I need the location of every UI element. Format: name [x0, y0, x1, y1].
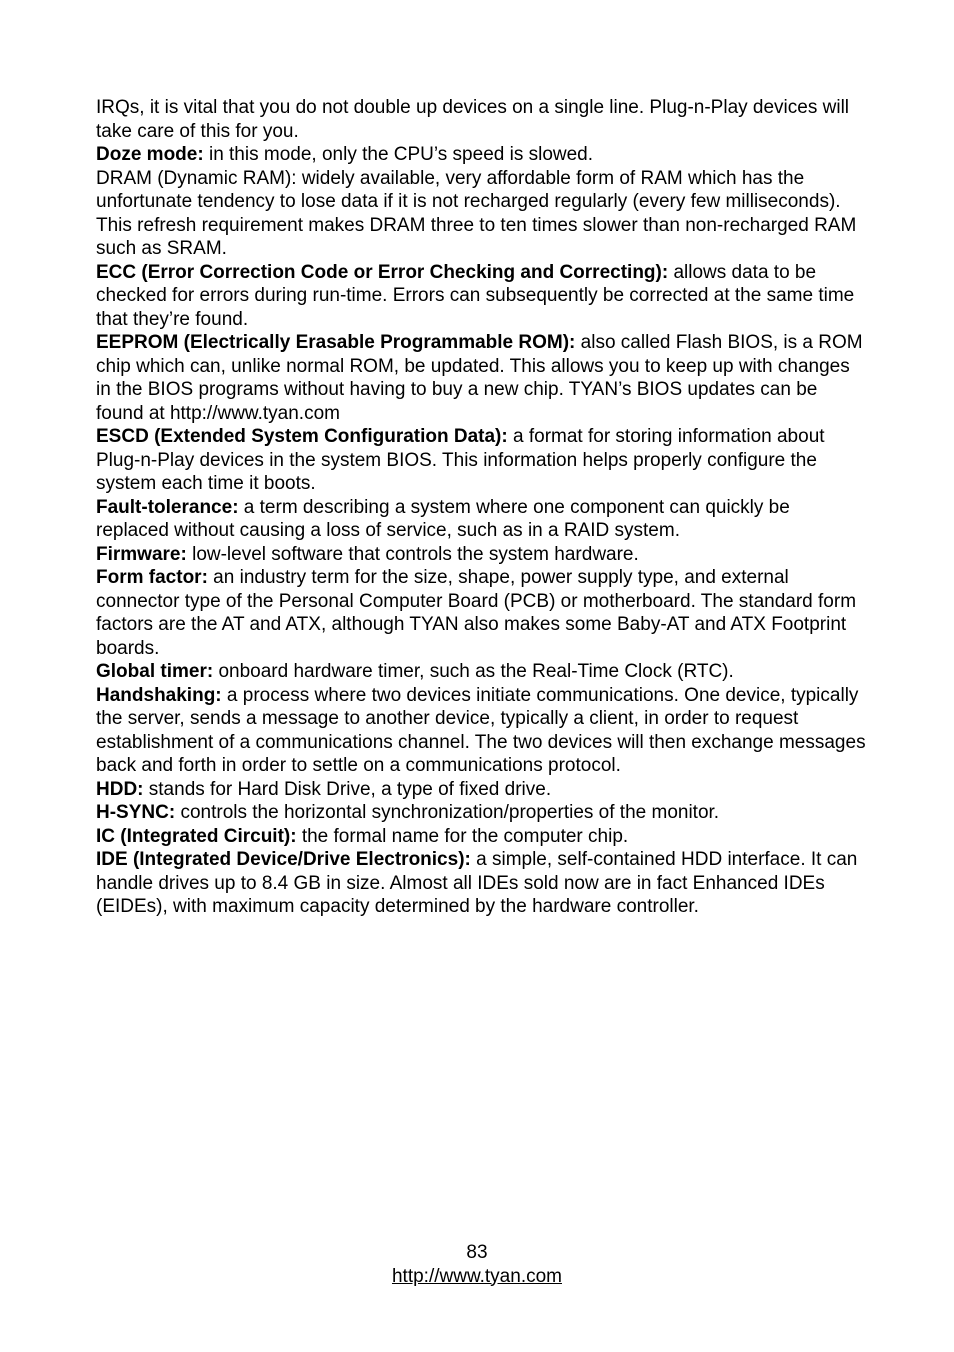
glossary-entry-h-sync: [96, 801, 866, 825]
glossary-term: H-SYNC:: [96, 802, 176, 823]
page-footer: [0, 1241, 954, 1288]
glossary-term: Global timer:: [96, 661, 214, 682]
glossary-definition: a simple, self-contained HDD interface. It can handle drives up to 8.4 GB in size. Almost all IDEs sold now are in fact Enhanced IDEs (EIDEs), with maximum capacity determined by the hardware controller.: [96, 849, 858, 917]
glossary-definition: controls the horizontal synchronization/properties of the monitor.: [175, 802, 720, 823]
glossary-term: IC (Integrated Circuit):: [96, 825, 297, 847]
glossary-definition: low-level software that controls the system hardware.: [186, 543, 639, 565]
glossary-definition: an industry term for the size, shape, power supply type, and external connector type of the Personal Computer Board (PCB) or motherboard. The standard form factors are the AT and ATX, although TYAN also makes some Baby-AT and ATX Footprint boards.: [96, 567, 857, 659]
glossary-entry-dram: [96, 167, 866, 261]
glossary-entry-eeprom: [96, 331, 866, 425]
glossary-definition: also called Flash BIOS, is a ROM chip which can, unlike normal ROM, be updated. This allows you to keep up with changes in the BIOS programs without having to buy a new chip. TYAN’s BIOS updates can be found at http://www.tyan.com: [96, 332, 863, 424]
glossary-definition: in this mode, only the CPU’s speed is slowed.: [203, 144, 594, 165]
glossary-entry-fault-tolerance: [96, 496, 866, 543]
glossary-entry-doze-mode: [96, 143, 866, 167]
glossary-entry-ide: [96, 848, 866, 919]
glossary-entry-form-factor: [96, 566, 866, 660]
glossary-term: Handshaking:: [96, 684, 222, 706]
glossary-entry-ecc: [96, 261, 866, 332]
glossary-entry-escd: [96, 425, 866, 496]
page-number: 83: [466, 1242, 488, 1263]
glossary-term: ECC (Error Correction Code or Error Checking and Correcting):: [96, 261, 669, 283]
glossary-definition: a term describing a system where one component can quickly be replaced without causing a loss of service, such as in a RAID system.: [96, 496, 790, 541]
glossary-definition: IRQs, it is vital that you do not double up devices on a single line. Plug-n-Play devices will take care of this for you.: [96, 97, 850, 142]
glossary-entry-handshaking: [96, 684, 866, 778]
glossary-content: [96, 96, 866, 919]
glossary-entry-hdd: [96, 778, 866, 802]
glossary-entry-ic: [96, 825, 866, 849]
glossary-term: Firmware:: [96, 543, 187, 565]
glossary-term: Fault-tolerance:: [96, 496, 239, 518]
glossary-definition: the formal name for the computer chip.: [296, 825, 629, 847]
glossary-definition: onboard hardware timer, such as the Real-Time Clock (RTC).: [213, 661, 734, 682]
glossary-term: Form factor:: [96, 567, 208, 588]
glossary-term: IDE (Integrated Device/Drive Electronics):: [96, 849, 471, 870]
glossary-definition: DRAM (Dynamic RAM): widely available, very affordable form of RAM which has the unfortunate tendency to lose data if it is not recharged regularly (every few milliseconds). This refresh requirement makes DRAM three to ten times slower than non-recharged RAM such as SRAM.: [96, 167, 857, 259]
glossary-definition: allows data to be checked for errors during run-time. Errors can subsequently be corrected at the same time that they’re found.: [96, 261, 855, 330]
glossary-term: Doze mode:: [96, 144, 204, 165]
glossary-entry-irqs: [96, 96, 866, 143]
glossary-entry-firmware: [96, 543, 866, 567]
glossary-definition: a format for storing information about Plug-n-Play devices in the system BIOS. This information helps properly configure the system each time it boots.: [96, 426, 825, 494]
glossary-term: HDD:: [96, 778, 144, 800]
glossary-term: EEPROM (Electrically Erasable Programmable ROM):: [96, 332, 576, 353]
glossary-term: ESCD (Extended System Configuration Data):: [96, 426, 508, 447]
glossary-definition: stands for Hard Disk Drive, a type of fixed drive.: [143, 778, 552, 800]
glossary-definition: a process where two devices initiate communications. One device, typically the server, sends a message to another device, typically a client, in order to request establishment of a communications channel. The two devices will then exchange messages back and forth in order to settle on a communications protocol.: [96, 684, 866, 776]
footer-url-link[interactable]: http://www.tyan.com: [391, 1265, 562, 1287]
glossary-entry-global-timer: [96, 660, 866, 684]
